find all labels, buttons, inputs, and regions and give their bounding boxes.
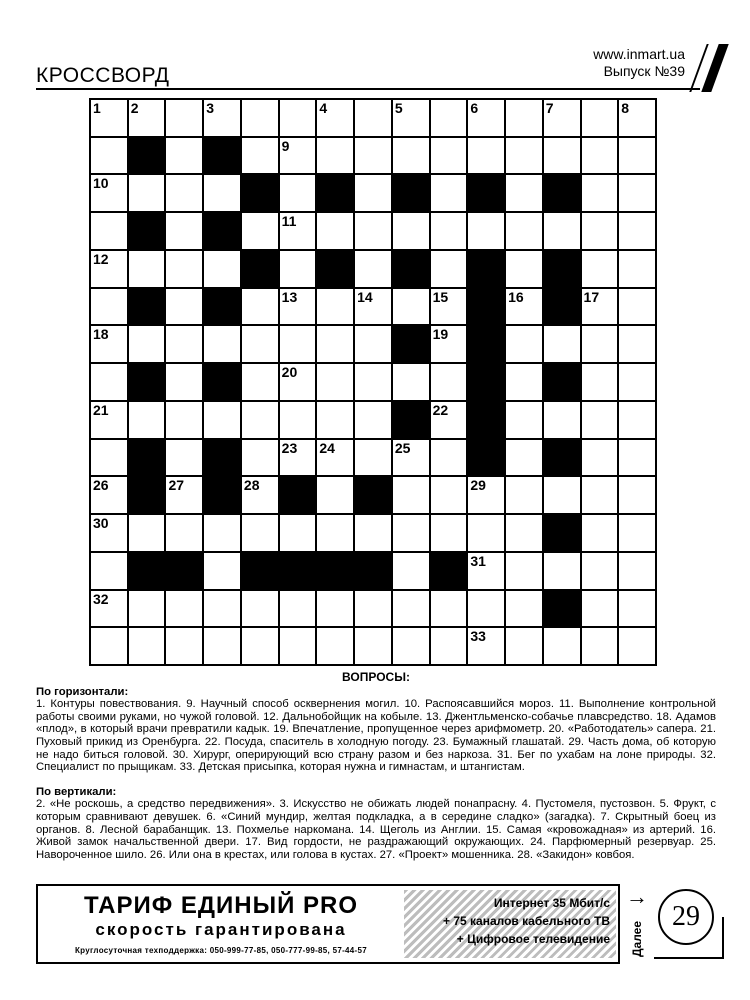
grid-cell[interactable] [241,325,279,363]
grid-cell-black [316,552,354,590]
grid-cell[interactable] [430,363,468,401]
grid-cell[interactable] [90,212,128,250]
grid-cell[interactable] [618,212,656,250]
grid-cell[interactable] [316,288,354,326]
grid-cell[interactable] [316,99,354,137]
grid-cell[interactable] [203,401,241,439]
grid-cell[interactable] [581,552,619,590]
grid-cell[interactable] [241,363,279,401]
grid-cell[interactable] [392,288,430,326]
grid-cell[interactable] [581,250,619,288]
grid-cell[interactable] [618,363,656,401]
grid-cell[interactable] [618,476,656,514]
grid-cell[interactable] [90,288,128,326]
grid-cell[interactable] [316,401,354,439]
grid-cell[interactable] [467,590,505,628]
grid-cell-black [203,363,241,401]
crossword-grid [89,98,657,666]
grid-cell[interactable] [241,212,279,250]
grid-cell[interactable] [543,137,581,175]
grid-cell[interactable] [392,552,430,590]
grid-cell[interactable] [392,363,430,401]
cell-number: 1 [93,100,101,116]
grid-cell-black [354,552,392,590]
grid-cell[interactable] [203,552,241,590]
grid-cell[interactable] [165,363,203,401]
grid-cell[interactable] [430,250,468,288]
grid-cell-black [543,250,581,288]
grid-cell-black [430,552,468,590]
grid-cell[interactable] [165,250,203,288]
grid-cell-black [203,288,241,326]
grid-cell[interactable] [543,401,581,439]
grid-cell[interactable] [543,552,581,590]
grid-cell[interactable] [128,99,166,137]
grid-cell-black [543,514,581,552]
grid-cell-black [543,439,581,477]
grid-cell[interactable] [467,514,505,552]
cell-number: 32 [93,590,109,607]
grid-cell-black [392,174,430,212]
site-url[interactable]: www.inmart.ua [593,46,685,62]
cell-number: 7 [545,100,554,116]
cell-number: 29 [470,477,486,494]
grid-cell[interactable] [467,137,505,175]
cell-number: 9 [281,137,290,154]
cell-number: 15 [432,288,449,305]
grid-cell[interactable] [128,401,166,439]
grid-cell-black [467,174,505,212]
grid-cell[interactable] [581,174,619,212]
grid-cell[interactable] [354,288,392,326]
grid-cell[interactable] [165,439,203,477]
grid-cell[interactable] [543,627,581,665]
grid-cell[interactable] [618,99,656,137]
grid-cell[interactable] [581,590,619,628]
grid-cell[interactable] [581,99,619,137]
arrow-right-icon: → [626,884,648,909]
questions-section [36,671,716,861]
grid-cell[interactable] [165,476,203,514]
grid-cell[interactable] [90,627,128,665]
grid-cell-black [543,174,581,212]
banner-tariff-title: ТАРИФ ЕДИНЫЙ PRO [84,892,358,919]
cell-number: 19 [432,326,449,343]
grid-cell[interactable] [354,439,392,477]
next-page-button[interactable] [624,884,650,964]
grid-cell[interactable] [279,439,317,477]
grid-cell-black [392,250,430,288]
questions-title: ВОПРОСЫ: [342,670,410,684]
grid-cell[interactable] [505,99,543,137]
across-clues: 1. Контуры повествования. 9. Научный способ осквернения могил. 10. Распоясавшийся мороз. 11. Выполнение контрольной работы своими руками, но чужой головой. 12. Дальнобойщик на кобыле. 13. Джентльменско-собачье плавсредство. 18. Адамов «плод», в который врачи превратили кадык. 19. Впечатление, пропущенное через арифмометр. 20. «Работодатель» сапера. 21. Пуховый прикид из Оренбурга. 22. Посуда, спаситель в холодную погоду. 23. Бумажный глашатай. 29. Часть дома, об которую не надо биться головой. 30. Хирург, оперирующий всю страну разом и без наркоза. 31. Бег по ухабам на лоне природы. 32. Специалист по прыщикам. 33. Детская присыпка, которая нужна и гимнастам, и штангистам. [36,698,716,774]
cell-number: 12 [93,250,109,267]
grid-cell[interactable] [392,99,430,137]
grid-cell-black [467,439,505,477]
grid-cell-black [316,250,354,288]
cell-number: 31 [470,552,486,569]
grid-cell[interactable] [430,174,468,212]
grid-cell[interactable] [203,250,241,288]
grid-cell[interactable] [90,137,128,175]
grid-cell[interactable] [618,590,656,628]
grid-cell-black [128,552,166,590]
grid-cell[interactable] [392,514,430,552]
page-title: КРОССВОРД [36,64,170,87]
grid-cell[interactable] [581,401,619,439]
grid-cell-black [128,439,166,477]
grid-cell[interactable] [354,212,392,250]
grid-cell[interactable] [618,325,656,363]
grid-cell[interactable] [90,514,128,552]
grid-cell[interactable] [618,174,656,212]
grid-cell[interactable] [316,439,354,477]
grid-cell[interactable] [505,627,543,665]
banner-feature-internet: Интернет 35 Мбит/с [493,896,610,910]
grid-cell[interactable] [467,99,505,137]
grid-cell[interactable] [241,590,279,628]
grid-cell[interactable] [581,137,619,175]
grid-cell[interactable] [581,514,619,552]
grid-cell[interactable] [354,137,392,175]
grid-cell-black [241,174,279,212]
cell-number: 4 [319,100,328,116]
grid-cell-black [128,288,166,326]
grid-cell[interactable] [392,590,430,628]
cell-number: 26 [93,477,109,494]
grid-cell[interactable] [316,627,354,665]
grid-cell[interactable] [203,590,241,628]
grid-cell[interactable] [241,401,279,439]
grid-cell[interactable] [354,325,392,363]
grid-cell[interactable] [165,288,203,326]
grid-cell[interactable] [618,288,656,326]
grid-cell[interactable] [128,627,166,665]
grid-cell[interactable] [279,627,317,665]
grid-cell[interactable] [392,476,430,514]
grid-cell[interactable] [618,401,656,439]
grid-cell[interactable] [354,363,392,401]
grid-cell-black [392,401,430,439]
grid-cell[interactable] [165,514,203,552]
grid-cell-black [467,325,505,363]
grid-cell-black [316,174,354,212]
grid-cell[interactable] [543,325,581,363]
grid-cell[interactable] [467,476,505,514]
banner-feature-tv: + 75 каналов кабельного ТВ [443,914,610,928]
grid-cell[interactable] [430,401,468,439]
grid-cell[interactable] [618,439,656,477]
grid-cell-black [128,363,166,401]
grid-cell[interactable] [505,174,543,212]
grid-cell[interactable] [392,439,430,477]
cell-number: 24 [319,439,335,456]
grid-cell[interactable] [505,288,543,326]
cell-number: 3 [206,100,214,116]
grid-cell[interactable] [90,590,128,628]
grid-cell[interactable] [581,325,619,363]
cell-number: 8 [621,100,630,116]
grid-cell[interactable] [618,137,656,175]
grid-cell-black [165,552,203,590]
grid-cell[interactable] [241,288,279,326]
grid-cell[interactable] [581,476,619,514]
grid-cell-black [128,212,166,250]
header-divider [36,88,700,90]
grid-cell[interactable] [505,401,543,439]
cell-number: 16 [508,288,524,305]
grid-cell[interactable] [354,99,392,137]
grid-cell[interactable] [354,174,392,212]
cell-number: 33 [470,628,486,645]
grid-cell[interactable] [279,212,317,250]
page-header [0,0,750,100]
grid-cell[interactable] [279,514,317,552]
grid-cell-black [203,137,241,175]
grid-cell[interactable] [505,325,543,363]
cell-number: 14 [357,288,373,305]
grid-cell[interactable] [581,288,619,326]
grid-cell[interactable] [279,325,317,363]
banner-tariff-subtitle: скорость гарантирована [95,920,347,939]
grid-cell[interactable] [165,401,203,439]
grid-cell[interactable] [354,590,392,628]
grid-cell[interactable] [467,552,505,590]
grid-cell[interactable] [316,212,354,250]
grid-cell[interactable] [241,476,279,514]
grid-cell[interactable] [505,476,543,514]
advertisement-banner[interactable] [36,884,620,964]
grid-cell-black [392,325,430,363]
grid-cell[interactable] [90,476,128,514]
grid-cell[interactable] [392,627,430,665]
grid-cell[interactable] [90,401,128,439]
cell-number: 11 [281,213,297,230]
grid-cell[interactable] [241,514,279,552]
grid-cell-black [543,288,581,326]
cell-number: 2 [130,100,139,116]
grid-cell[interactable] [165,627,203,665]
grid-cell-black [543,590,581,628]
grid-cell[interactable] [581,439,619,477]
grid-cell[interactable] [90,99,128,137]
grid-cell-black [203,476,241,514]
grid-cell[interactable] [90,250,128,288]
cell-number: 20 [281,364,298,381]
grid-cell[interactable] [430,212,468,250]
grid-cell[interactable] [392,137,430,175]
grid-cell[interactable] [165,325,203,363]
grid-cell[interactable] [90,439,128,477]
grid-cell-black [128,476,166,514]
grid-cell[interactable] [618,250,656,288]
cell-number: 18 [93,326,109,343]
grid-cell[interactable] [467,627,505,665]
grid-cell[interactable] [316,590,354,628]
grid-cell-black [241,250,279,288]
grid-cell[interactable] [505,514,543,552]
grid-cell[interactable] [90,325,128,363]
grid-cell[interactable] [128,590,166,628]
cell-number: 25 [394,439,411,456]
grid-cell[interactable] [165,590,203,628]
grid-cell[interactable] [505,212,543,250]
issue-number: Выпуск №39 [603,63,685,79]
grid-cell-black [279,552,317,590]
grid-cell[interactable] [354,627,392,665]
grid-cell[interactable] [581,627,619,665]
grid-cell[interactable] [90,363,128,401]
grid-cell[interactable] [430,627,468,665]
cell-number: 27 [168,477,185,494]
cell-number: 13 [281,288,298,305]
grid-cell-black [467,363,505,401]
grid-cell[interactable] [203,627,241,665]
grid-cell[interactable] [128,250,166,288]
grid-cell[interactable] [279,401,317,439]
grid-cell[interactable] [581,212,619,250]
grid-cell[interactable] [316,137,354,175]
grid-cell[interactable] [467,212,505,250]
grid-cell[interactable] [618,627,656,665]
grid-cell[interactable] [203,325,241,363]
grid-cell[interactable] [505,137,543,175]
banner-support-phones: Круглосуточная техподдержка: 050-999-77-85, 050-777-99-85, 57-44-57 [74,946,368,955]
grid-cell[interactable] [392,212,430,250]
grid-cell[interactable] [279,174,317,212]
grid-cell[interactable] [279,590,317,628]
cell-number: 17 [583,288,600,305]
grid-cell[interactable] [241,137,279,175]
grid-cell[interactable] [581,363,619,401]
grid-cell[interactable] [430,288,468,326]
next-page-label: Далее [630,920,644,958]
grid-cell[interactable] [430,325,468,363]
grid-cell[interactable] [241,99,279,137]
cell-number: 5 [394,100,403,116]
grid-cell-black [354,476,392,514]
grid-cell[interactable] [316,363,354,401]
grid-cell-black [543,363,581,401]
grid-cell[interactable] [430,590,468,628]
grid-cell[interactable] [430,476,468,514]
grid-cell[interactable] [354,401,392,439]
across-heading: По горизонтали: [36,685,129,698]
page-number: 29 [658,889,714,945]
grid-cell[interactable] [430,514,468,552]
grid-cell[interactable] [203,514,241,552]
banner-features-block [404,890,616,958]
grid-cell[interactable] [279,288,317,326]
grid-cell-black [467,288,505,326]
grid-cell[interactable] [165,99,203,137]
cell-number: 30 [93,515,109,532]
grid-cell-black [241,552,279,590]
grid-cell[interactable] [618,514,656,552]
down-clues: 2. «Не роскошь, а средство передвижения». 3. Искусство не обижать людей понапрасну. 4. Пустомеля, пустозвон. 5. Фрукт, с которым сравнивают девушек. 6. «Синий мундир, желтая подкладка, а в середине сладко» (загадка). 7. Скрытный боец из органов. 8. Лесной барабанщик. 13. Похмелье наркомана. 14. Щеголь из Англии. 15. Самая «кровожадная» из артерий. 16. Живой замок начальственной двери. 17. Вид гордости, не раздражающий окружающих. 24. Парфюмерный резервуар. 25. Навороченное шило. 26. Или она в крестах, или голова в кустах. 27. «Проект» мошенника. 28. «Закидон» ковбоя. [36,798,716,861]
banner-feature-digital: + Цифровое телевидение [456,932,610,946]
grid-cell[interactable] [128,174,166,212]
grid-cell[interactable] [128,325,166,363]
grid-cell[interactable] [316,476,354,514]
cell-number: 6 [470,100,479,116]
grid-cell-black [203,439,241,477]
grid-cell[interactable] [203,99,241,137]
cell-number: 10 [93,175,109,192]
grid-cell[interactable] [505,590,543,628]
cell-number: 28 [243,477,260,494]
grid-cell[interactable] [430,439,468,477]
grid-cell[interactable] [241,439,279,477]
grid-cell[interactable] [279,363,317,401]
grid-cell-black [279,476,317,514]
section-gap [36,774,716,786]
grid-cell[interactable] [165,174,203,212]
grid-cell[interactable] [279,250,317,288]
grid-cell-black [467,250,505,288]
grid-cell[interactable] [279,99,317,137]
grid-cell[interactable] [90,552,128,590]
banner-tariff-block [42,890,400,958]
grid-cell[interactable] [543,212,581,250]
cell-number: 21 [93,401,109,418]
grid-cell[interactable] [505,439,543,477]
grid-cell-black [467,401,505,439]
grid-cell[interactable] [505,552,543,590]
cell-number: 22 [432,401,449,418]
down-heading: По вертикали: [36,785,117,798]
grid-cell[interactable] [543,99,581,137]
grid-cell-black [128,137,166,175]
grid-cell[interactable] [241,627,279,665]
grid-cell[interactable] [90,174,128,212]
grid-cell[interactable] [165,212,203,250]
grid-cell[interactable] [618,552,656,590]
grid-cell[interactable] [430,99,468,137]
grid-cell[interactable] [505,250,543,288]
page-number-box [654,887,716,955]
grid-cell[interactable] [279,137,317,175]
grid-cell[interactable] [354,514,392,552]
grid-cell[interactable] [354,250,392,288]
grid-cell[interactable] [316,325,354,363]
grid-cell[interactable] [316,514,354,552]
cell-number: 23 [281,439,298,456]
grid-cell[interactable] [128,514,166,552]
grid-cell-black [203,212,241,250]
grid-cell[interactable] [430,137,468,175]
grid-cell[interactable] [505,363,543,401]
grid-cell[interactable] [165,137,203,175]
grid-cell[interactable] [543,476,581,514]
grid-cell[interactable] [203,174,241,212]
